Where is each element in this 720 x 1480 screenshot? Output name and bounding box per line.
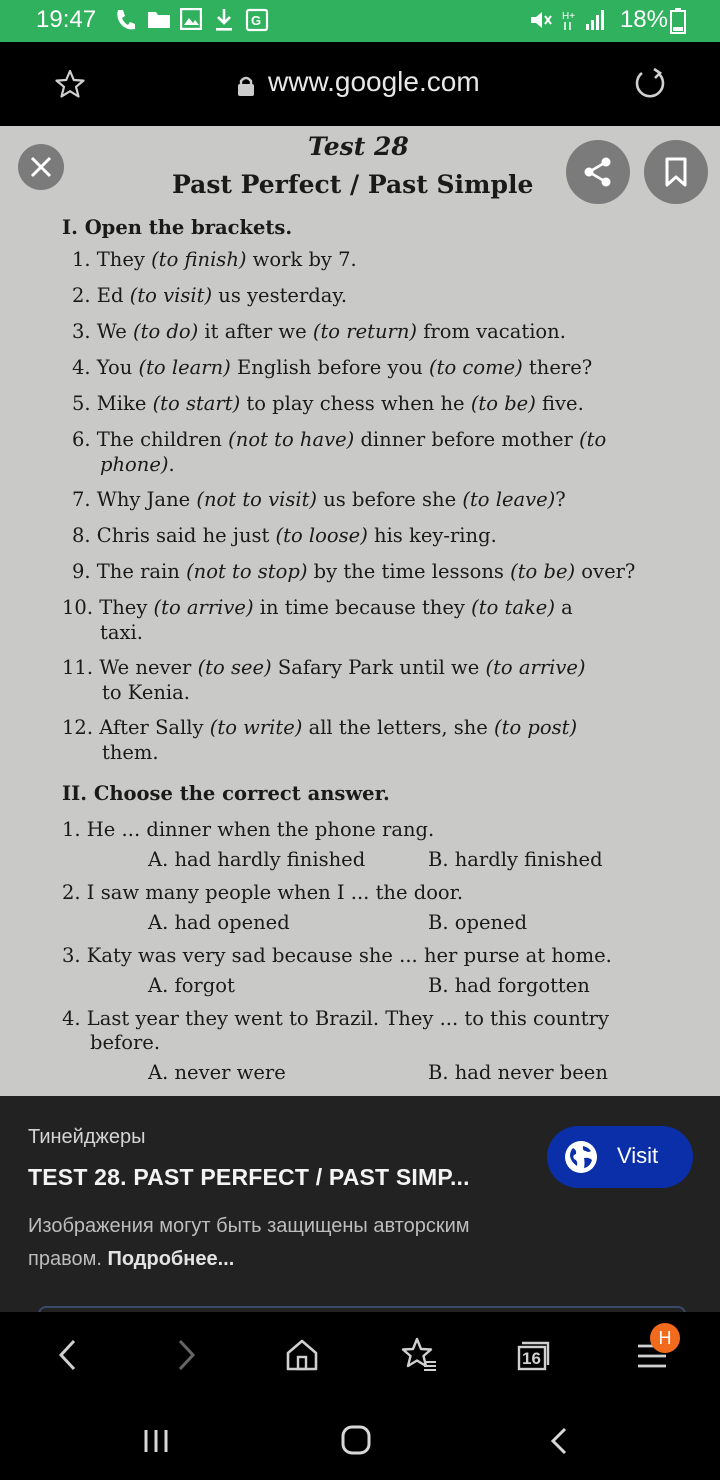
system-nav-bar	[0, 1402, 720, 1480]
exercise-text: 6. The children	[72, 428, 229, 451]
doc-title: Past Perfect / Past Simple	[172, 170, 534, 199]
exercise-line	[102, 681, 190, 704]
browser-url-bar[interactable]	[0, 42, 720, 126]
question-text: 3. Katy was very sad because she ... her purse at home.	[62, 944, 612, 967]
exercise-text: 9. The rain	[72, 560, 187, 583]
menu-notification-badge: H	[650, 1323, 680, 1353]
exercise-text: dinner before mother	[354, 428, 580, 451]
exercise-text: his key-ring.	[367, 524, 497, 547]
test-document-image	[0, 126, 720, 1096]
exercise-text: to Kenia.	[102, 681, 190, 704]
reload-icon[interactable]	[632, 66, 668, 102]
back-icon[interactable]	[56, 1338, 80, 1372]
answer-option: B. had forgotten	[428, 974, 590, 997]
answer-option: B. hardly finished	[428, 848, 603, 871]
exercise-text: them.	[102, 741, 159, 764]
download-icon	[213, 8, 235, 32]
battery-percent: 18%	[619, 6, 668, 33]
exercise-text: us before she	[317, 488, 463, 511]
exercise-text: to play chess when he	[240, 392, 471, 415]
verb-prompt: (to leave)	[462, 488, 556, 511]
exercise-line	[100, 453, 175, 476]
recents-icon[interactable]	[142, 1428, 170, 1454]
exercise-text: in time because they	[253, 596, 472, 619]
battery-icon	[670, 8, 686, 34]
verb-prompt: (to post)	[494, 716, 578, 739]
exercise-line	[62, 716, 577, 739]
answer-option: A. had opened	[148, 911, 290, 934]
translate-icon	[245, 8, 271, 32]
exercise-text: taxi.	[100, 621, 143, 644]
exercise-line	[72, 320, 566, 343]
url-text[interactable]: www.google.com	[268, 66, 480, 97]
exercise-line	[72, 524, 497, 547]
verb-prompt: (to	[579, 428, 607, 451]
exercise-line	[62, 656, 586, 679]
verb-prompt: (to return)	[312, 320, 417, 343]
exercise-line	[72, 284, 347, 307]
verb-prompt: (to finish)	[151, 248, 247, 271]
exercise-line	[100, 621, 143, 644]
doc-title-number: Test 28	[308, 132, 409, 161]
question-text: 4. Last year they went to Brazil. They ... to this country	[62, 1007, 609, 1030]
phone-icon	[114, 8, 136, 32]
result-title[interactable]: TEST 28. PAST PERFECT / PAST SIMP...	[28, 1164, 470, 1190]
tab-count: 16	[522, 1349, 541, 1368]
copyright-notice	[28, 1210, 548, 1276]
question-text: 2. I saw many people when I ... the door.	[62, 881, 464, 904]
bookmark-button[interactable]	[644, 140, 708, 204]
verb-prompt: (to start)	[152, 392, 241, 415]
exercise-text: .	[168, 453, 175, 476]
exercise-text: 4. You	[72, 356, 139, 379]
verb-prompt: (to come)	[429, 356, 523, 379]
tabs-button[interactable]	[516, 1338, 552, 1372]
verb-prompt: (not to visit)	[196, 488, 318, 511]
exercise-text: five.	[535, 392, 584, 415]
bookmark-icon	[664, 156, 688, 188]
answer-option: B. opened	[428, 911, 528, 934]
image-icon	[180, 8, 202, 30]
verb-prompt: (to take)	[471, 596, 555, 619]
exercise-text: ?	[555, 488, 566, 511]
forward-icon[interactable]	[174, 1338, 198, 1372]
exercise-line	[72, 560, 635, 583]
exercise-line	[72, 392, 584, 415]
verb-prompt: (to learn)	[138, 356, 231, 379]
answer-option: A. had hardly finished	[148, 848, 366, 871]
verb-prompt: (to do)	[133, 320, 199, 343]
exercise-line	[62, 596, 573, 619]
system-back-icon[interactable]	[548, 1426, 570, 1456]
section1-heading: I. Open the brackets.	[62, 216, 293, 239]
exercise-text: there?	[522, 356, 593, 379]
answer-option: B. had never been	[428, 1061, 608, 1084]
exercise-text: 12. After Sally	[62, 716, 210, 739]
exercise-text: all the letters, she	[302, 716, 495, 739]
mute-icon	[528, 8, 552, 32]
exercise-text: 10. They	[62, 596, 154, 619]
exercise-text: 11. We never	[62, 656, 198, 679]
exercise-text: 3. We	[72, 320, 133, 343]
exercise-text: by the time lessons	[307, 560, 511, 583]
question-text: 1. He ... dinner when the phone rang.	[62, 818, 435, 841]
answer-option: A. never were	[148, 1061, 286, 1084]
verb-prompt: (to write)	[209, 716, 303, 739]
home-icon[interactable]	[284, 1337, 320, 1373]
exercise-line	[72, 356, 592, 379]
exercise-text: 1. They	[72, 248, 152, 271]
exercise-text: 7. Why Jane	[72, 488, 197, 511]
copyright-text: Изображения могут быть защищены авторским правом.	[28, 1215, 470, 1270]
exercise-text: 5. Mike	[72, 392, 153, 415]
home-circle-icon[interactable]	[340, 1424, 372, 1456]
verb-prompt: (to loose)	[275, 524, 368, 547]
verb-prompt: (to see)	[197, 656, 272, 679]
exercise-text: work by 7.	[246, 248, 357, 271]
exercise-text: Safary Park until we	[271, 656, 486, 679]
exercise-text: 2. Ed	[72, 284, 130, 307]
share-button[interactable]	[566, 140, 630, 204]
exercise-text: English before you	[230, 356, 430, 379]
source-site-name[interactable]: Тинейджеры	[28, 1126, 146, 1148]
exercise-text: 8. Chris said he just	[72, 524, 276, 547]
lock-icon	[236, 75, 256, 97]
section2-heading: II. Choose the correct answer.	[62, 782, 390, 805]
verb-prompt: (to arrive)	[153, 596, 254, 619]
verb-prompt: (not to stop)	[186, 560, 308, 583]
exercise-text: us yesterday.	[212, 284, 348, 307]
signal-icon	[562, 8, 608, 32]
close-icon	[29, 155, 53, 179]
exercise-text: over?	[575, 560, 636, 583]
verb-prompt: (to be)	[510, 560, 576, 583]
exercise-line	[72, 248, 357, 271]
verb-prompt: phone)	[100, 453, 169, 476]
visit-button[interactable]	[547, 1126, 693, 1188]
verb-prompt: (to arrive)	[485, 656, 586, 679]
exercise-text: it after we	[198, 320, 313, 343]
more-link[interactable]: Подробнее...	[107, 1248, 235, 1270]
svg-text:H+: H+	[562, 11, 576, 22]
status-time: 19:47	[36, 6, 97, 33]
bookmarks-icon[interactable]	[400, 1336, 438, 1374]
verb-prompt: (not to have)	[228, 428, 355, 451]
star-icon[interactable]	[54, 68, 86, 100]
globe-icon	[564, 1140, 598, 1174]
exercise-line	[102, 741, 159, 764]
answer-option: A. forgot	[148, 974, 235, 997]
verb-prompt: (to be)	[470, 392, 536, 415]
image-result-panel	[0, 1096, 720, 1312]
image-viewer	[0, 126, 720, 1096]
exercise-text: a	[554, 596, 573, 619]
exercise-line	[72, 488, 566, 511]
close-button[interactable]	[18, 144, 64, 190]
question-text-cont: before.	[90, 1031, 161, 1054]
visit-label: Visit	[617, 1143, 659, 1168]
svg-text:G: G	[251, 13, 262, 28]
exercise-text: from vacation.	[417, 320, 566, 343]
browser-nav-bar	[0, 1312, 720, 1402]
status-bar	[0, 0, 720, 42]
folder-icon	[147, 8, 171, 30]
exercise-line	[72, 428, 606, 451]
verb-prompt: (to visit)	[129, 284, 213, 307]
share-icon	[582, 156, 614, 188]
